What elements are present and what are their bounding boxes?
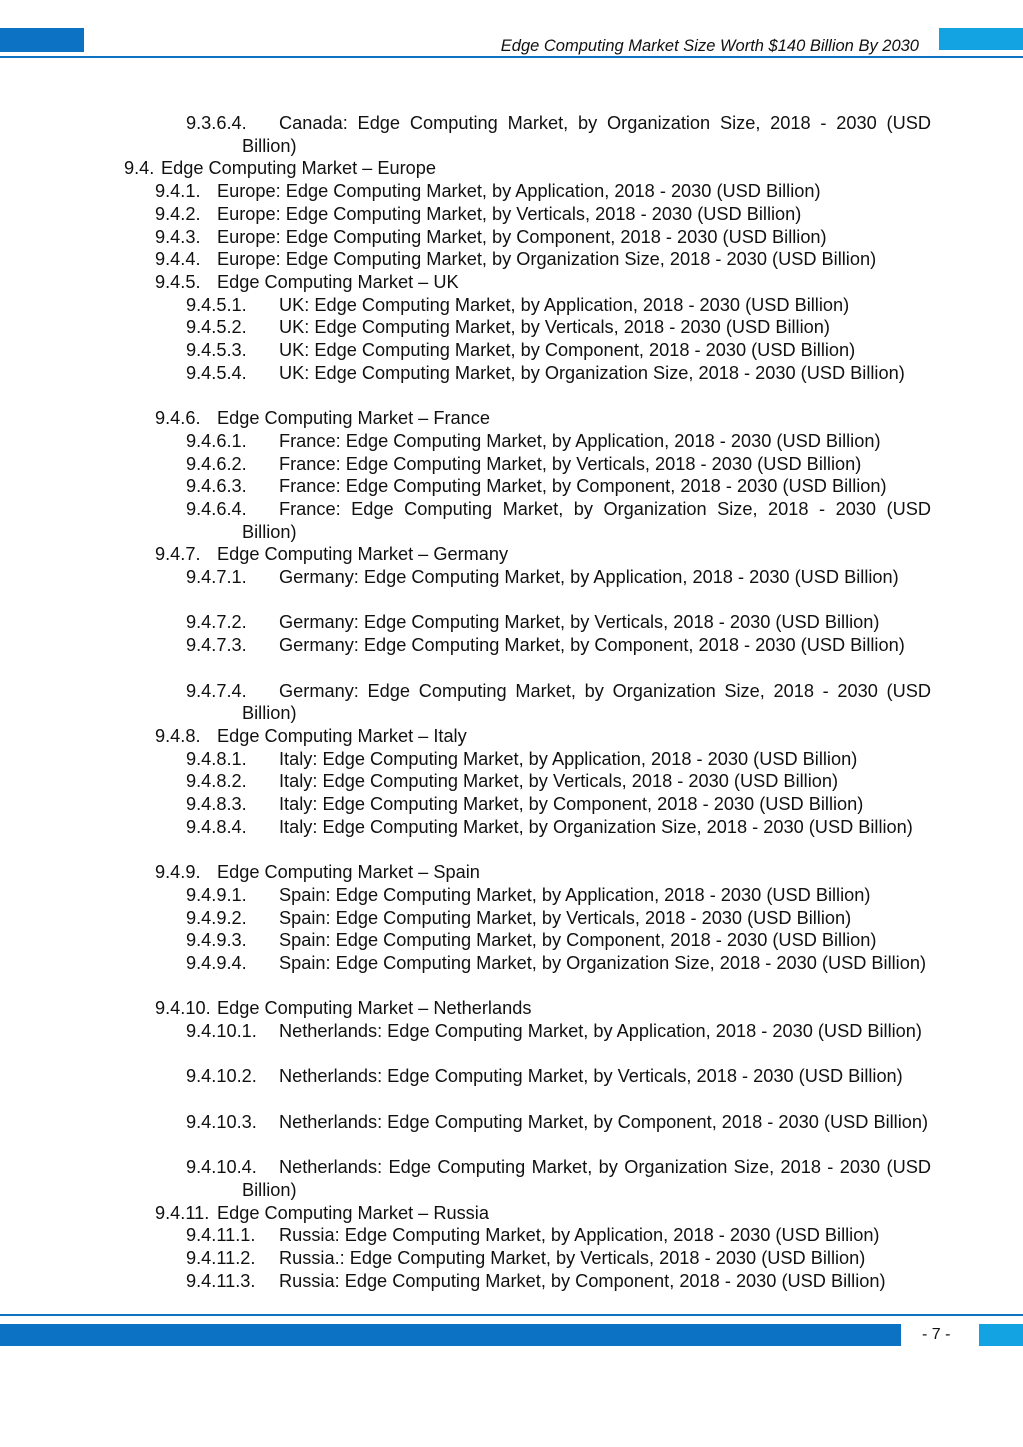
toc-entry-number: 9.4.2. xyxy=(155,203,201,224)
toc-entry-title: UK: Edge Computing Market, by Verticals, 2018 - 2030 (USD Billion) xyxy=(279,317,830,338)
toc-entry-title: Spain: Edge Computing Market, by Component, 2018 - 2030 (USD Billion) xyxy=(279,930,877,951)
toc-entry xyxy=(186,112,931,157)
toc-entry-title: Russia: Edge Computing Market, by Application, 2018 - 2030 (USD Billion) xyxy=(279,1225,880,1246)
toc-entry-title: Edge Computing Market – Russia xyxy=(217,1202,489,1223)
header-accent-block-right xyxy=(939,28,1023,50)
toc-entry xyxy=(186,816,931,839)
toc-entry xyxy=(186,634,931,657)
toc-entry-number: 9.4.6.1. xyxy=(186,430,247,451)
toc-entry-number: 9.4.8.1. xyxy=(186,748,247,769)
toc-entry-number: 9.4.9.2. xyxy=(186,907,247,928)
toc-entry-number: 9.4.5.2. xyxy=(186,317,247,338)
toc-entry-title: Russia.: Edge Computing Market, by Verticals, 2018 - 2030 (USD Billion) xyxy=(279,1248,866,1268)
toc-entry-title: Germany: Edge Computing Market, by Component, 2018 - 2030 (USD Billion) xyxy=(279,635,905,656)
toc-entry-title: Europe: Edge Computing Market, by Organization Size, 2018 - 2030 (USD Billion) xyxy=(217,249,877,270)
toc-entry-title: Italy: Edge Computing Market, by Organization Size, 2018 - 2030 (USD Billion) xyxy=(279,816,913,837)
toc-entry xyxy=(186,294,931,317)
toc-entry xyxy=(155,543,931,566)
toc-entry xyxy=(186,430,931,453)
toc-entry-number: 9.4.9.3. xyxy=(186,930,247,951)
toc-entry-number: 9.4.4. xyxy=(155,249,201,270)
toc-entry xyxy=(186,1020,931,1043)
toc-entry-title: Edge Computing Market – UK xyxy=(217,271,459,292)
footer-rule xyxy=(0,1314,1023,1316)
toc-entry xyxy=(186,316,931,339)
toc-entry-number: 9.4.8.2. xyxy=(186,771,247,792)
toc-entry-number: 9.4.10. xyxy=(155,998,211,1019)
toc-entry-title: Germany: Edge Computing Market, by Organization Size, 2018 - 2030 (USD Billion) xyxy=(242,680,931,724)
toc-entry-title: Spain: Edge Computing Market, by Organization Size, 2018 - 2030 (USD Billion) xyxy=(279,952,926,973)
toc-entry-title: Netherlands: Edge Computing Market, by Application, 2018 - 2030 (USD Billion) xyxy=(279,1021,922,1041)
toc-entry-number: 9.4.7.2. xyxy=(186,612,247,633)
toc-entry xyxy=(155,248,931,271)
footer-accent-bar-right xyxy=(979,1324,1023,1346)
toc-entry xyxy=(186,498,931,543)
toc-entry xyxy=(186,475,931,498)
toc-entry-number: 9.4.6.2. xyxy=(186,453,247,474)
toc-entry xyxy=(186,748,931,771)
toc-entry-number: 9.4.5. xyxy=(155,271,201,292)
toc-entry-title: Netherlands: Edge Computing Market, by Component, 2018 - 2030 (USD Billion) xyxy=(279,1111,929,1132)
toc-entry-number: 9.4. xyxy=(124,158,155,179)
toc-entry xyxy=(186,907,931,930)
toc-entry xyxy=(186,566,931,589)
toc-entry-number: 9.4.8.4. xyxy=(186,816,247,837)
toc-entry-title: Spain: Edge Computing Market, by Application, 2018 - 2030 (USD Billion) xyxy=(279,884,871,905)
toc-entry xyxy=(186,770,931,793)
toc-entry xyxy=(186,929,931,952)
toc-entry xyxy=(186,793,931,816)
toc-entry xyxy=(155,271,931,294)
header-rule xyxy=(0,56,1023,58)
toc-entry-title: France: Edge Computing Market, by Application, 2018 - 2030 (USD Billion) xyxy=(279,430,881,451)
toc-entry-title: Netherlands: Edge Computing Market, by Verticals, 2018 - 2030 (USD Billion) xyxy=(279,1066,903,1087)
toc-entry-title: Russia: Edge Computing Market, by Component, 2018 - 2030 (USD Billion) xyxy=(279,1270,886,1291)
toc-entry-title: France: Edge Computing Market, by Verticals, 2018 - 2030 (USD Billion) xyxy=(279,453,862,474)
toc-entry xyxy=(186,611,931,634)
toc-entry-number: 9.4.11.1. xyxy=(186,1225,256,1246)
toc-entry-title: Netherlands: Edge Computing Market, by Organization Size, 2018 - 2030 (USD Billion) xyxy=(242,1157,931,1200)
toc-entry-number: 9.4.11.2. xyxy=(186,1248,256,1268)
toc-entry-number: 9.4.6. xyxy=(155,408,201,429)
toc-entry-number: 9.4.8.3. xyxy=(186,794,247,814)
toc-entry-number: 9.4.5.1. xyxy=(186,294,247,315)
toc-entry xyxy=(155,997,931,1020)
toc-entry-number: 9.4.10.1. xyxy=(186,1021,257,1041)
toc-entry-number: 9.4.9.4. xyxy=(186,952,247,973)
toc-entry-title: UK: Edge Computing Market, by Component, 2018 - 2030 (USD Billion) xyxy=(279,340,856,360)
toc-entry-number: 9.4.9.1. xyxy=(186,884,247,905)
toc-entry-number: 9.4.8. xyxy=(155,725,201,746)
toc-entry-number: 9.4.7.4. xyxy=(186,680,247,701)
toc-entry-number: 9.4.7.1. xyxy=(186,567,247,587)
toc-entry-title: Edge Computing Market – Europe xyxy=(161,158,436,179)
toc-entry xyxy=(155,725,931,748)
toc-entry xyxy=(186,1111,931,1134)
toc-entry-title: Edge Computing Market – Spain xyxy=(217,862,480,883)
toc-entry-title: UK: Edge Computing Market, by Application, 2018 - 2030 (USD Billion) xyxy=(279,294,850,315)
toc-entry-number: 9.4.1. xyxy=(155,181,201,202)
toc-entry-title: UK: Edge Computing Market, by Organization Size, 2018 - 2030 (USD Billion) xyxy=(279,362,905,383)
toc-entry-title: France: Edge Computing Market, by Component, 2018 - 2030 (USD Billion) xyxy=(279,476,887,497)
toc-entry-title: Edge Computing Market – Netherlands xyxy=(217,998,532,1019)
toc-entry-number: 9.4.11.3. xyxy=(186,1270,256,1291)
toc-entry xyxy=(155,407,931,430)
page-number: - 7 - xyxy=(922,1326,951,1343)
toc-entry xyxy=(186,1247,931,1270)
toc-entry xyxy=(186,453,931,476)
toc-entry-number: 9.4.7. xyxy=(155,544,201,565)
toc-entry-number: 9.4.10.2. xyxy=(186,1066,257,1087)
toc-entry-title: Italy: Edge Computing Market, by Component, 2018 - 2030 (USD Billion) xyxy=(279,794,864,814)
toc-entry xyxy=(186,1224,931,1247)
toc-entry-number: 9.4.6.4. xyxy=(186,498,247,519)
toc-entry xyxy=(186,362,931,385)
toc-entry-title: Italy: Edge Computing Market, by Verticals, 2018 - 2030 (USD Billion) xyxy=(279,771,839,792)
toc-entry xyxy=(186,1156,931,1201)
toc-entry xyxy=(186,952,931,975)
toc-entry-title: Edge Computing Market – Italy xyxy=(217,725,467,746)
toc-entry xyxy=(186,1270,931,1293)
toc-entry-number: 9.4.10.3. xyxy=(186,1111,257,1132)
toc-entry-number: 9.4.5.3. xyxy=(186,340,247,360)
toc-entry xyxy=(155,203,931,226)
toc-entry-number: 9.3.6.4. xyxy=(186,113,247,133)
toc-entry xyxy=(186,680,931,725)
toc-entry-title: Europe: Edge Computing Market, by Application, 2018 - 2030 (USD Billion) xyxy=(217,181,821,202)
toc-entry xyxy=(186,884,931,907)
toc-entry-number: 9.4.11. xyxy=(155,1202,210,1223)
toc-entry-title: Canada: Edge Computing Market, by Organization Size, 2018 - 2030 (USD Billion) xyxy=(242,113,931,156)
toc-entry-title: Europe: Edge Computing Market, by Component, 2018 - 2030 (USD Billion) xyxy=(217,226,827,247)
header-accent-block-left xyxy=(0,28,84,52)
toc-entry-number: 9.4.9. xyxy=(155,862,201,883)
toc-entry-title: Italy: Edge Computing Market, by Application, 2018 - 2030 (USD Billion) xyxy=(279,748,858,769)
toc-entry-title: Europe: Edge Computing Market, by Verticals, 2018 - 2030 (USD Billion) xyxy=(217,203,802,224)
toc-entry-number: 9.4.10.4. xyxy=(186,1157,257,1178)
toc-entry-title: Germany: Edge Computing Market, by Application, 2018 - 2030 (USD Billion) xyxy=(279,567,899,587)
toc-entry-number: 9.4.7.3. xyxy=(186,635,247,656)
toc-entry-number: 9.4.3. xyxy=(155,226,201,247)
toc-entry-title: France: Edge Computing Market, by Organization Size, 2018 - 2030 (USD Billion) xyxy=(242,498,931,542)
toc-entry xyxy=(155,861,931,884)
toc-entry xyxy=(155,1202,931,1225)
toc-entry-number: 9.4.6.3. xyxy=(186,476,247,497)
toc-entry xyxy=(124,157,944,180)
toc-entry xyxy=(186,1065,931,1088)
toc-entry-title: Spain: Edge Computing Market, by Verticals, 2018 - 2030 (USD Billion) xyxy=(279,907,852,928)
toc-entry xyxy=(186,339,931,362)
toc-entry-number: 9.4.5.4. xyxy=(186,362,247,383)
toc-entry-title: Edge Computing Market – Germany xyxy=(217,544,509,565)
header-title: Edge Computing Market Size Worth $140 Billion By 2030 xyxy=(500,37,919,55)
toc-entry xyxy=(155,180,931,203)
toc-entry-title: Germany: Edge Computing Market, by Verticals, 2018 - 2030 (USD Billion) xyxy=(279,612,880,633)
footer-accent-bar-left xyxy=(0,1324,901,1346)
toc-entry-title: Edge Computing Market – France xyxy=(217,408,490,429)
toc-entry xyxy=(155,226,931,249)
